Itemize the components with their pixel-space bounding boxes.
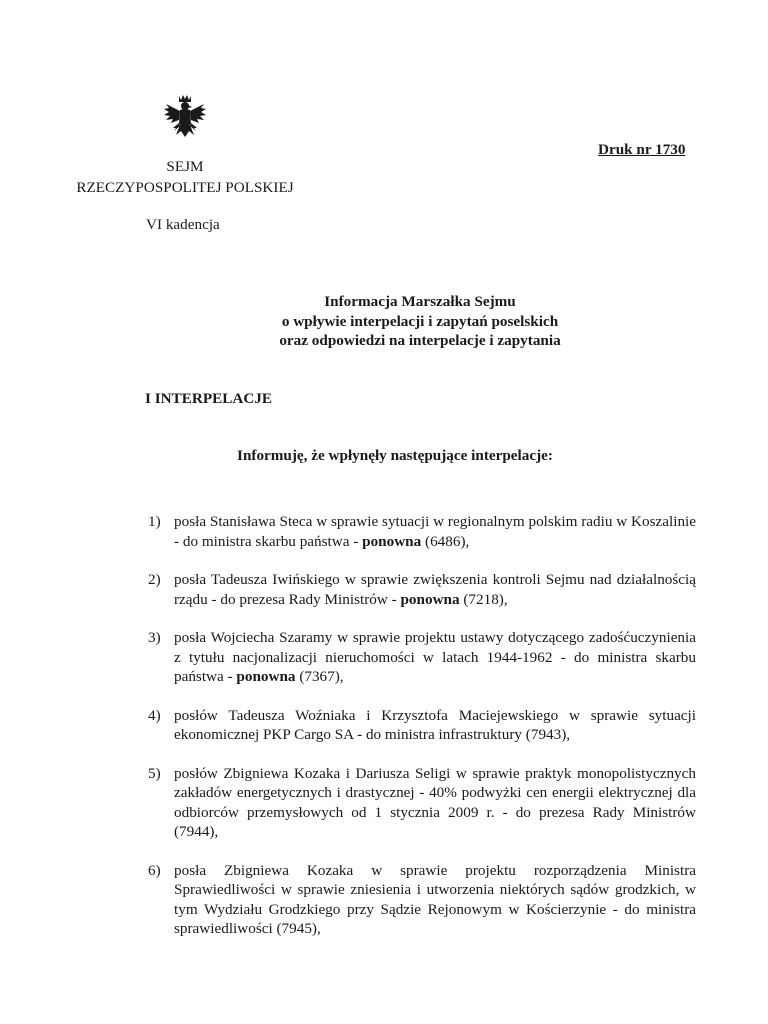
item-number: 4)	[148, 706, 161, 724]
institution-name	[60, 156, 310, 198]
item-number: 5)	[148, 764, 161, 782]
item-text: posłów Tadeusza Woźniaka i Krzysztofa Maciejewskiego w sprawie sytuacji ekonomicznej PKP Cargo SA - do ministra infrastruktury (7943),	[174, 706, 696, 743]
term-label: VI kadencja	[146, 216, 220, 233]
institution-line1: SEJM	[166, 158, 204, 175]
section-heading: I INTERPELACJE	[145, 390, 273, 407]
section-intro: Informuję, że wpłynęły następujące interpelacje:	[237, 447, 553, 464]
item-tag: ponowna	[362, 532, 422, 550]
print-number: Druk nr 1730	[598, 141, 686, 158]
list-item	[148, 861, 696, 939]
item-text: posła Zbigniewa Kozaka w sprawie projektu rozporządzenia Ministra Sprawiedliwości w sprawie zniesienia i utworzenia niektórych sądów grodzkich, w tym Wydziału Grodzkiego przy Sądzie Rejonowym w Kościerzynie - do ministra sprawiedliwości (7945),	[174, 861, 696, 937]
title-line3: oraz odpowiedzi na interpelacje i zapytania	[279, 332, 561, 349]
item-tag: ponowna	[236, 668, 296, 685]
item-number: 6)	[148, 861, 161, 879]
item-number: 2)	[148, 571, 161, 588]
list-item	[148, 512, 696, 551]
list-item	[148, 764, 696, 842]
item-number: 3)	[148, 629, 161, 646]
item-tag: ponowna	[400, 590, 460, 608]
item-text: posła Wojciecha Szaramy w sprawie projektu ustawy dotyczącego zadośćuczynienia z tytułu nacjonalizacji nieruchomości w latach 1944-1962 - do ministra skarbu państwa - ponowna (7367),	[174, 629, 696, 685]
polish-eagle-emblem-icon	[160, 92, 210, 142]
list-item	[148, 570, 696, 609]
item-text: posła Tadeusza Iwińskiego w sprawie zwiększenia kontroli Sejmu nad działalnością rządu - do prezesa Rady Ministrów - ponowna (7218),	[174, 571, 696, 608]
list-item	[148, 706, 696, 745]
interpellation-list	[148, 512, 696, 958]
list-item	[148, 628, 696, 687]
item-number: 1)	[148, 513, 161, 530]
item-text: posła Stanisława Steca w sprawie sytuacji w regionalnym polskim radiu w Koszalinie - do ministra skarbu państwa - ponowna (6486),	[174, 513, 696, 550]
item-text: posłów Zbigniewa Kozaka i Dariusza Seligi w sprawie praktyk monopolistycznych zakładów energetycznych i drastycznej - 40% podwyżki cen energii elektrycznej dla odbiorców przemysłowych od 1 stycznia 2009 r. - do prezesa Rady Ministrów (7944),	[174, 764, 696, 840]
institution-line2: RZECZYPOSPOLITEJ POLSKIEJ	[76, 179, 294, 196]
title-line2: o wpływie interpelacji i zapytań poselskich	[281, 312, 559, 330]
document-title	[200, 292, 640, 351]
title-line1: Informacja Marszałka Sejmu	[324, 293, 516, 310]
